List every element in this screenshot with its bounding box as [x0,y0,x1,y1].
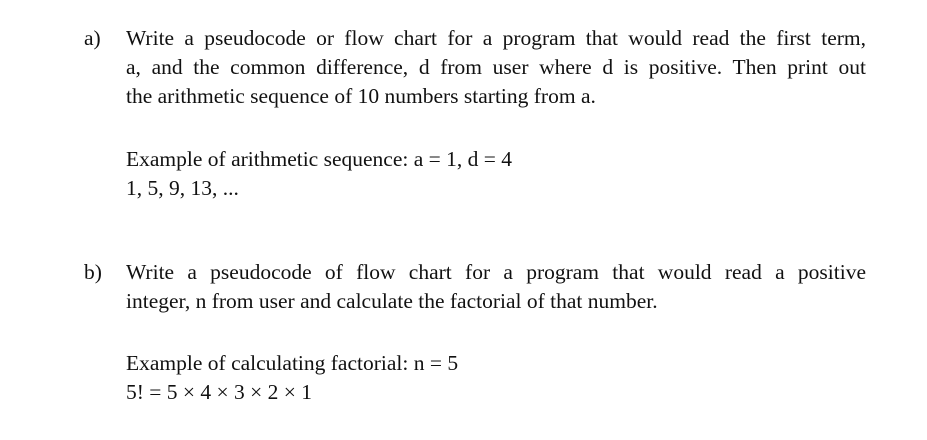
question-a-line-3: the arithmetic sequence of 10 numbers starting from a. [126,84,596,108]
question-a-marker: a) [84,26,101,50]
question-b-line-1: Write a pseudocode of flow chart for a program that would read a positive [126,260,866,284]
question-a-line-1: Write a pseudocode or flow chart for a program that would read the first term, [126,26,866,50]
question-b-example-value: 5! = 5 × 4 × 3 × 2 × 1 [126,380,313,404]
question-b-body [126,258,866,316]
question-a-example [126,145,512,203]
question-a-line-2: a, and the common difference, d from user where d is positive. Then print out [126,55,866,79]
question-b-marker: b) [84,260,102,284]
question-a-example-heading: Example of arithmetic sequence: a = 1, d = 4 [126,147,513,171]
question-b-text [126,258,866,316]
question-b-example [126,349,458,407]
question-b-example-heading: Example of calculating factorial: n = 5 [126,351,459,375]
question-a-body [126,24,866,111]
question-a-text [126,24,866,111]
question-b-line-2: integer, n from user and calculate the factorial of that number. [126,289,658,313]
question-a-example-value: 1, 5, 9, 13, ... [126,176,239,200]
